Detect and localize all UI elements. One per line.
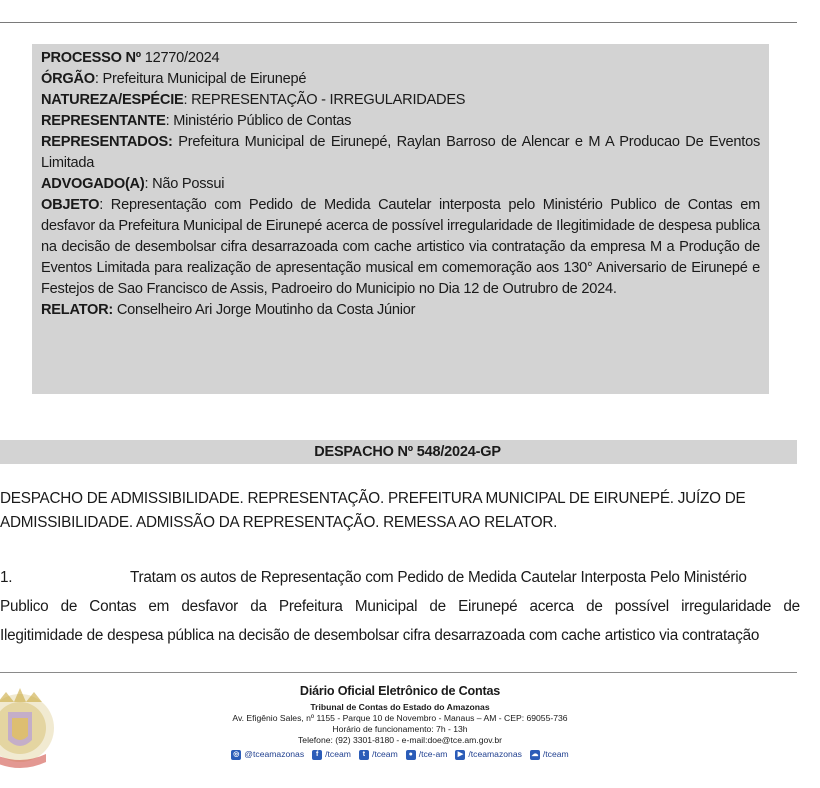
- paragraph-word: de: [783, 598, 800, 615]
- representados-label: REPRESENTADOS:: [41, 134, 173, 150]
- footer-contact: Telefone: (92) 3301-8180 - e-mail:doe@tce.am.gov.br: [298, 735, 502, 745]
- paragraph-word: de: [60, 598, 78, 615]
- paragraph-1-line-3: Ilegitimidade de despesa pública na decisão de desembolsar cifra desarrazoada com cache artistico via contratação: [0, 627, 760, 644]
- flickr-icon: ●: [406, 750, 416, 760]
- paragraph-word: Municipal: [354, 598, 418, 615]
- paragraph-word: irregularidade: [681, 598, 772, 615]
- despacho-title: DESPACHO Nº 548/2024-GP: [0, 440, 797, 464]
- paragraph-word: Publico: [0, 598, 49, 615]
- tce-crest-logo: [0, 682, 66, 774]
- relator-line: [41, 300, 760, 321]
- orgao-line: [41, 69, 760, 90]
- footer-org: Tribunal de Contas do Estado do Amazonas: [310, 702, 490, 712]
- ementa: [0, 487, 820, 535]
- objeto-label: OBJETO: [41, 197, 100, 213]
- top-divider: [0, 22, 797, 23]
- social-link-label: /tceam: [325, 749, 351, 759]
- orgao-value: : Prefeitura Municipal de Eirunepé: [94, 71, 307, 87]
- cloud-icon: ☁: [531, 750, 539, 758]
- social-link-label: /tceamazonas: [468, 749, 522, 759]
- advogado-line: [41, 174, 760, 195]
- paragraph-word: em: [148, 598, 170, 615]
- representante-value: : Ministério Público de Contas: [165, 113, 352, 129]
- footer-hours: Horário de funcionamento: 7h - 13h: [332, 724, 468, 734]
- representante-line: [41, 111, 760, 132]
- orgao-label: ÓRGÃO: [41, 71, 95, 87]
- social-link[interactable]: [455, 749, 522, 760]
- footer-title: Diário Oficial Eletrônico de Contas: [299, 684, 501, 698]
- footer-divider: [0, 672, 797, 673]
- natureza-line: [41, 90, 760, 111]
- youtube-icon: ▶: [455, 750, 465, 760]
- paragraph-word: da: [250, 598, 267, 615]
- paragraph-word: possível: [614, 598, 669, 615]
- facebook-icon: f: [312, 750, 322, 760]
- footer: [170, 683, 630, 760]
- paragraph-word: desfavor: [181, 598, 239, 615]
- processo-label: PROCESSO Nº: [41, 50, 141, 66]
- paragraph-word: Prefeitura: [278, 598, 343, 615]
- objeto-line: [41, 195, 760, 300]
- representados-value: Prefeitura Municipal de Eirunepé, Raylan Barroso de Alencar e M A Producao De Eventos Limitada: [41, 134, 760, 171]
- footer-address: Av. Efigênio Sales, nº 1155 - Parque 10 de Novembro - Manaus – AM - CEP: 69055-736: [232, 713, 568, 723]
- processo-line: [41, 48, 760, 69]
- process-summary-box: [32, 44, 769, 394]
- social-link[interactable]: [231, 749, 304, 760]
- advogado-label: ADVOGADO(A): [41, 176, 145, 192]
- objeto-value: : Representação com Pedido de Medida Cautelar interposta pelo Ministério Publico de Contas em desfavor da Prefeitura Municipal de Eirunepé acerca de possível irregularidade de Ilegitimidade de despesa publica na decisão de desembolsar cifra desarrazoada com cache artistico via contratação da empresa M a Produção de Eventos Limitada para realização de apresentação musical em comemoração aos 130° Aniversario de Eirunepé e Festejos de Sao Francisco de Assis, Padroeiro do Municipio no Dia 12 de Outrubro de 2024.: [41, 197, 760, 297]
- social-link-label: /tceam: [542, 749, 569, 759]
- instagram-icon: ◎: [233, 750, 240, 758]
- paragraph-word: Eirunepé: [458, 598, 518, 615]
- paragraph-1: [0, 563, 820, 650]
- natureza-label: NATUREZA/ESPÉCIE: [41, 92, 184, 108]
- paragraph-1-line-1: [0, 563, 820, 592]
- social-link[interactable]: [530, 749, 569, 760]
- twitter-icon: t: [359, 750, 369, 760]
- social-link[interactable]: [312, 749, 351, 760]
- paragraph-number: 1.: [0, 569, 13, 586]
- social-link-label: /tce-am: [418, 749, 448, 759]
- ementa-line-1: DESPACHO DE ADMISSIBILIDADE. REPRESENTAÇÃO. PREFEITURA MUNICIPAL DE EIRUNEPÉ. JUÍZO DE: [0, 490, 746, 507]
- paragraph-word: de: [429, 598, 446, 615]
- paragraph-1-text-1: Tratam os autos de Representação com Pedido de Medida Cautelar Interposta Pelo Ministério: [130, 569, 747, 586]
- paragraph-1-line-2: [0, 592, 800, 621]
- natureza-value: : REPRESENTAÇÃO - IRREGULARIDADES: [183, 92, 466, 108]
- representante-label: REPRESENTANTE: [41, 113, 166, 129]
- processo-value: 12770/2024: [140, 50, 220, 66]
- representados-line: [41, 132, 760, 174]
- paragraph-word: Contas: [89, 598, 137, 615]
- relator-label: RELATOR:: [41, 302, 114, 318]
- ementa-line-2: ADMISSIBILIDADE. ADMISSÃO DA REPRESENTAÇÃO. REMESSA AO RELATOR.: [0, 514, 558, 531]
- social-link-label: @tceamazonas: [244, 749, 305, 759]
- paragraph-word: de: [586, 598, 603, 615]
- social-link-label: /tceam: [371, 749, 398, 759]
- social-link[interactable]: [406, 749, 448, 760]
- advogado-value: : Não Possui: [144, 176, 225, 192]
- social-link[interactable]: [359, 749, 398, 760]
- social-links: [170, 749, 630, 760]
- paragraph-word: acerca: [529, 598, 574, 615]
- relator-value: Conselheiro Ari Jorge Moutinho da Costa Júnior: [113, 302, 416, 318]
